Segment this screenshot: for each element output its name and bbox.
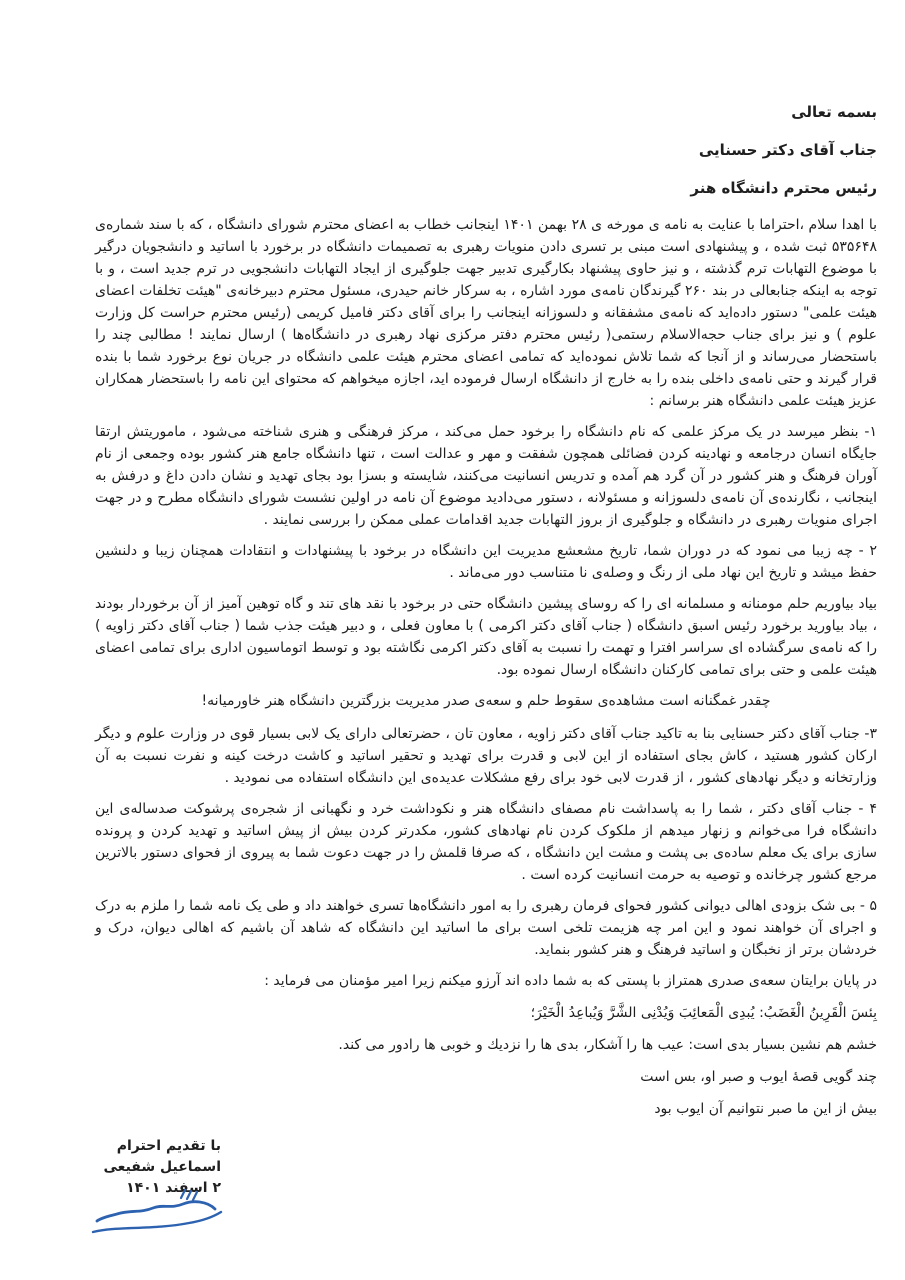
recipient-title: رئیس محترم دانشگاه هنر xyxy=(690,179,877,197)
recollection-paragraph: بیاد بیاوریم حلم مومنانه و مسلمانه ای را که روسای پیشین دانشگاه حتی در برخود با نقد های تند و گاه توهین آمیز از آن برخوردار بودند ، بیاد بیاورید برخورد رئیس اسبق دانشگاه ( جناب آقای دکتر اکرمی ) با معاون فعلی ، و دبیر هیئت جذب شما ( جناب آقای دکتر زاویه ) را که نامه‌ی سرگشاده ای سراسر افترا و تهمت را نسبت به آقای دکتر اکرمی نگاشته بود و توسط اتوماسیون اداری برای تمامی اعضای هیئت علمی و حتی برای تمامی کارکنان دانشگاه ارسال نموده بود. xyxy=(95,596,877,678)
point-3-paragraph: ۳- جناب آقای دکتر حسنایی بنا به تاکید جناب آقای دکتر زاویه ، معاون تان ، حضرتعالی دارای یک لابی بسیار قوی در وزارت علوم و دیگر ارکان کشور هستید ، کاش بجای استفاده از این لابی و قدرت برای تهدید و تحقیر اساتید و کاشت درخت کینه و نفرت نسبت به آن وزارتخانه و دیگر نهادهای کشور ، از قدرت لابی خود برای رفع مشکلات عدیده‌ی این دانشگاه استفاده می نمودید . xyxy=(95,726,877,786)
signature-closing: با تقدیم احترام xyxy=(116,1138,221,1154)
poem-line-2: بیش از این ما صبر نتوانیم آن ایوب بود xyxy=(654,1101,877,1117)
arabic-quote-line: بِئسَ الْقَرِينُ الْغَضَبُ: يُبدِی الْمَعائِبَ وَيُدْنِی الشَّرَّ وَيُباعِدُ الْخَيْرَ؛ xyxy=(530,1005,877,1021)
intro-paragraph: با اهدا سلام ،احتراما با عنایت به نامه ی مورخه ی ۲۸ بهمن ۱۴۰۱ اینجانب خطاب به اعضای محترم شورای دانشگاه ، که با سند شماره‌ی ۵۳۵۶۴۸ ثبت شده ، و پیشنهادی است مبنی بر تسری دادن منویات رهبری به تصمیمات دانشگاه در برخورد با اساتید و دانشجویان درگیر با موضوع التهابات ترم گذشته ، و نیز حاوی پیشنهاد بکارگیری تدبیر جهت جلوگیری از ایجاد التهابات دانشجویی در ترم جدید است ، و با توجه به اینکه جنابعالی در بند ۲۶۰ گیرندگان نامه‌ی مورد اشاره ، به سرکار خانم حیدری، مسئول محترم دبیرخانه‌ی "هیئت تخلفات اعضای هیئت علمی" دستور داده‌اید که نامه‌ی مشفقانه و دلسوزانه اینجانب را برای آقای دکتر فامیل کریمی (رئیس محترم حراست کل وزارت علوم ) و نیز برای جناب حجه‌الاسلام رستمی( رئیس محترم دفتر مرکزی نهاد رهبری در دانشگاه‌ها ) ارسال نمایند ! مطالبی چند را باستحضار می‌رساند و از آنجا که شما تلاش نموده‌اید که تمامی اعضای محترم هیئت علمی دانشگاه در جریان نوع برخورد شما با بنده قرار گیرند و حتی نامه‌ی داخلی بنده را به خارج از دانشگاه ارسال فرموده اید، اجازه میخواهم که محتوای این نامه را باستحضار همکاران عزیز هیئت علمی دانشگاه هنر برسانم : xyxy=(95,217,877,409)
point-1-paragraph: ۱- بنظر میرسد در یک مرکز علمی که نام دانشگاه را برخود حمل می‌کند ، مرکز فرهنگی و هنری شناخته می‌شود ، ماموریتش ارتقا جایگاه انسان درجامعه و نهادینه کردن فضائلی همچون شفقت و مهر و عدالت است ، تنها دانشگاه جامع هنر کشور بوده وجمعی از نام آوران فرهنگ و هنر کشور در آن گرد هم آمده و تدریس انسانیت می‌کنند، شایسته و بسزا بود بجای تهدید و نشان دادن داغ و درفش به اینجانب ، نگارنده‌ی آن نامه‌ی دلسوزانه و مسئولانه ، دستور می‌دادید موضوع آن نامه در اولین نشست شورای دانشگاه مطرح و در جهت اجرای منویات رهبری در دانشگاه و جلوگیری از بروز التهابات جدید اقدامات عملی ممکن را بررسی نمایند . xyxy=(95,424,877,528)
point-4-paragraph: ۴ - جناب آقای دکتر ، شما را به پاسداشت نام مصفای دانشگاه هنر و نکوداشت خرد و نگهبانی از شجره‌ی پرشوکت صدساله‌ی این دانشگاه فرا می‌خوانم و زنهار میدهم از ملکوک کردن نام نهادهای کشور، مکدرتر کردن بیش از پیش اساتید و تهدید کردن و پرونده سازی برای یک معلم ساده‌ی بی پشت و مشت این دانشگاه ، که صرفا قلمش را در جهت دعوت شما به پیروی از فحوای دستور بالاترین مرجع کشور چرخانده و توصیه به حرمت انسانیت کرده است . xyxy=(95,801,877,883)
recipient-name: جناب آقای دکتر حسنایی xyxy=(698,141,877,159)
letter-content xyxy=(95,100,877,1239)
closing-wish-line: در پایان برایتان سعه‌ی صدری همتراز با پستی که به شما داده اند آرزو میکنم زیرا امیر مؤمنان می فرماید : xyxy=(264,973,877,989)
point-5-paragraph: ۵ - بی شک بزودی اهالی دیوانی کشور فحوای فرمان رهبری را به امور دانشگاه‌ها تسری خواهند داد و طی یک نامه شما را ملزم به درک و اجرای آن خواهند نمود و این امر چه هزیمت تلخی است برای ما اساتید این دانشگاه که شاهد آن باشیم که اهالی دیوان، درک و خردشان برتر از نخبگان و اساتید فرهنگ و هنر کشور بنماید. xyxy=(95,898,877,958)
signature-date: ۲ اسفند ۱۴۰۱ xyxy=(126,1180,221,1196)
signature-name: اسماعیل شفیعی xyxy=(103,1159,221,1175)
poem-line-1: چند گویی قصهٔ ایوب و صبر او، بس است xyxy=(640,1069,877,1085)
quote-translation-line: خشم هم نشین بسیار بدی است: عیب ها را آشکار، بدی ها را نزدیك و خوبی ها رادور می کند. xyxy=(338,1037,877,1053)
point-2-paragraph: ۲ - چه زیبا می نمود که در دوران شما، تاریخ مشعشع مدیریت این دانشگاه در برخود با پیشنهادات و انتقادات همچنان زیبا و دلنشین حفظ میشد و تاریخ این نهاد ملی از رنگ و وصله‌ی نا متناسب دور می‌ماند . xyxy=(95,543,877,581)
signature-block xyxy=(95,1136,221,1239)
signature-main-stroke xyxy=(97,1202,215,1221)
invocation: بسمه تعالی xyxy=(791,103,877,121)
lament-line: چقدر غمگنانه است مشاهده‌ی سقوط حلم و سعه‌ی صدر مدیریت بزرگترین دانشگاه هنر خاورمیانه! xyxy=(201,693,771,709)
